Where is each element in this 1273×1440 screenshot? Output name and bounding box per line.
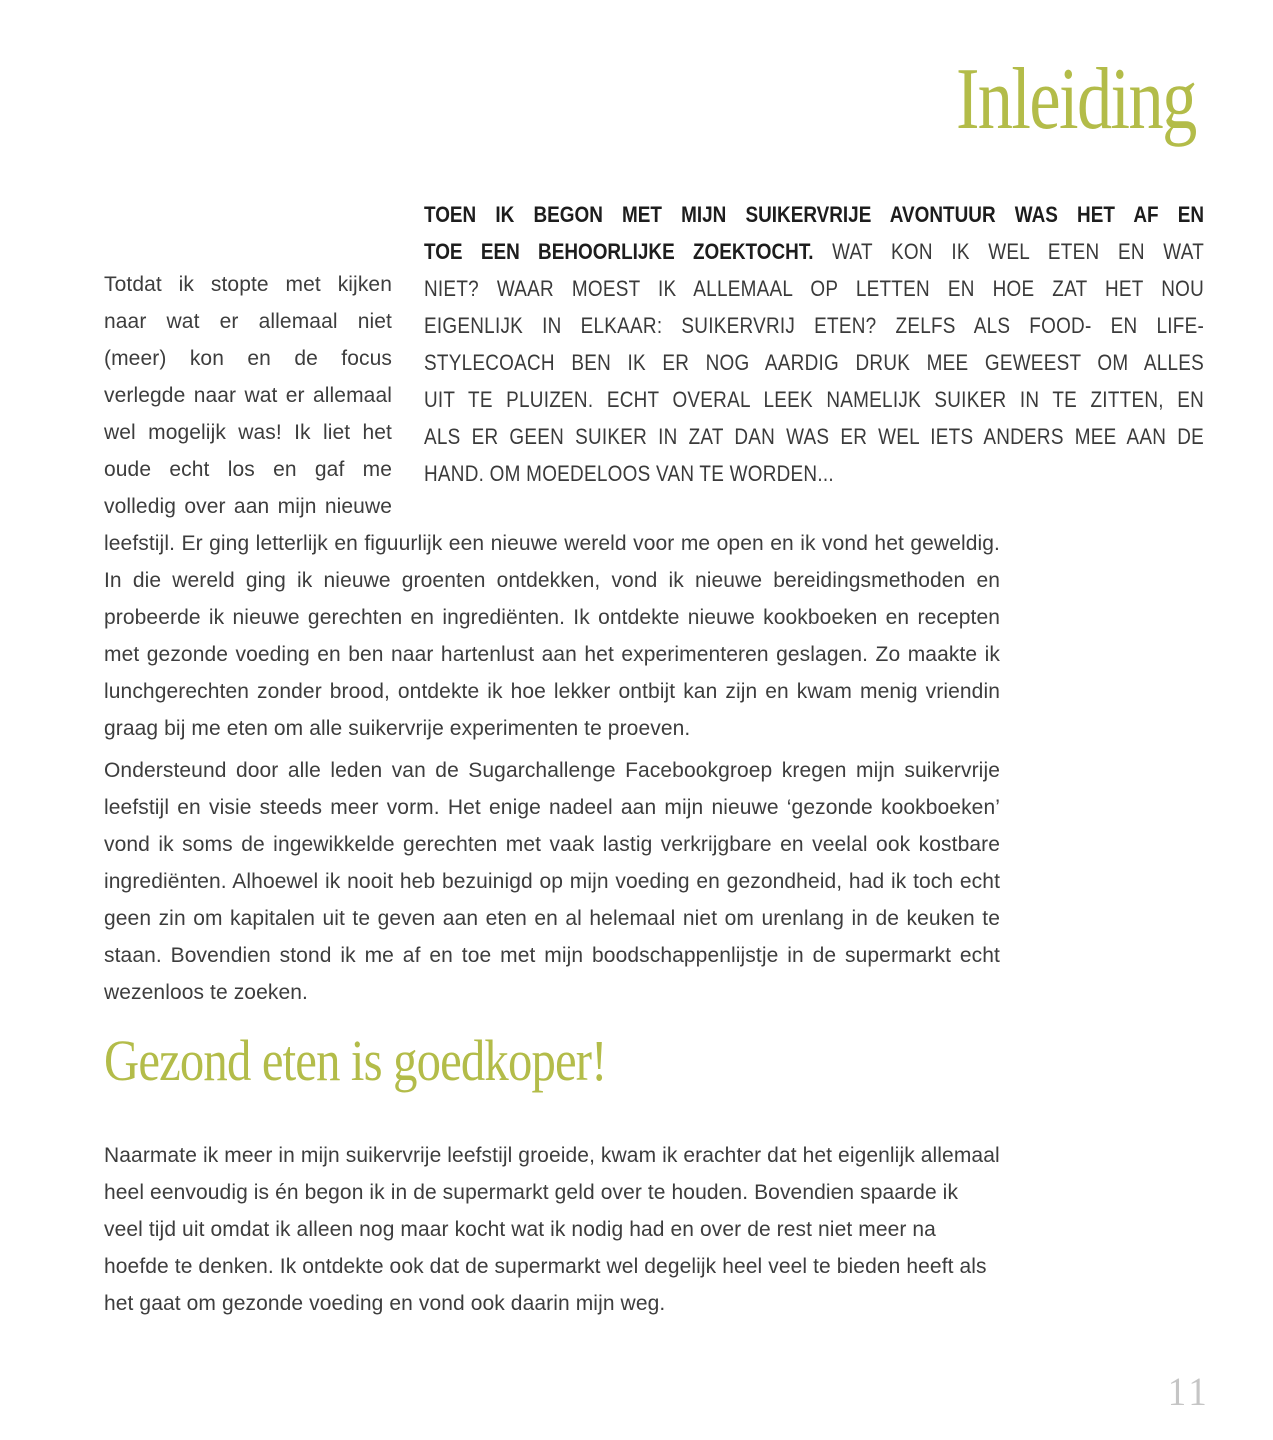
- body-paragraph-1: Totdat ik stopte met kijken naar wat er allemaal niet (meer) kon en de focus verlegde naar wat er allemaal wel mogelijk was! Ik liet het oude echt los en gaf me volledig over aan mijn nieuwe leefstijl. Er ging letterlijk en figuurlijk een nieuwe wereld voor me open en ik vond het geweldig. In die wereld ging ik nieuwe groenten ontdekken, vond ik nieuwe bereidingsmethoden en probeerde ik nieuwe gerechten en ingrediënten. Ik ontdekte nieuwe kookboeken en recepten met gezonde voeding en ben naar hartenlust aan het experimenteren geslagen. Zo maakte ik lunchgerechten zonder brood, ontdekte ik hoe lekker ontbijt kan zijn en kwam menig vriendin graag bij me eten om alle suikervrije experimenten te proeven.: [104, 273, 1000, 740]
- intro-lead-lines: [424, 196, 1204, 492]
- intro-lead-line: HAND. OM MOEDELOOS VAN TE WORDEN...: [424, 461, 834, 486]
- intro-lead-line: NIET? WAAR MOEST IK ALLEMAAL OP LETTEN EN HOE ZAT HET NOU: [424, 276, 1205, 301]
- body-paragraph-2: Ondersteund door alle leden van de Sugarchallenge Facebookgroep kregen mijn suikervrije leefstijl en visie steeds meer vorm. Het enige nadeel aan mijn nieuwe ‘gezonde kookboeken’ vond ik soms de ingewikkelde gerechten met vaak lastig verkrijgbare en veelal ook kostbare ingrediënten. Alhoewel ik nooit heb bezuinigd op mijn voeding en gezondheid, had ik toch echt geen zin om kapitalen uit te geven aan eten en al helemaal niet om urenlang in de keuken te staan. Bovendien stond ik me af en toe met mijn boodschappenlijstje in de supermarkt echt wezenloos te zoeken.: [104, 759, 1000, 1004]
- intro-lead-line: TOE EEN BEHOORLIJKE ZOEKTOCHT. WAT KON IK WEL ETEN EN WAT: [424, 239, 1205, 264]
- intro-lead-line: UIT TE PLUIZEN. ECHT OVERAL LEEK NAMELIJK SUIKER IN TE ZITTEN, EN: [424, 387, 1205, 412]
- body-paragraph-3: Naarmate ik meer in mijn suikervrije leefstijl groeide, kwam ik erachter dat het eigenlijk allemaal heel eenvoudig is én begon ik in de supermarkt geld over te houden. Bovendien spaarde ik veel tijd uit omdat ik alleen nog maar kocht wat ik nodig had en over de rest niet meer na hoefde te denken. Ik ontdekte ook dat de supermarkt wel degelijk heel veel te bieden heeft als het gaat om gezonde voeding en vond ook daarin mijn weg.: [104, 1144, 1000, 1315]
- intro-lead-line: ALS ER GEEN SUIKER IN ZAT DAN WAS ER WEL IETS ANDERS MEE AAN DE: [424, 424, 1205, 449]
- page-number: 11: [1168, 1369, 1211, 1414]
- intro-section: [104, 196, 1205, 747]
- intro-lead-line: STYLECOACH BEN IK ER NOG AARDIG DRUK MEE GEWEEST OM ALLES: [424, 350, 1205, 375]
- intro-lead-line: EIGENLIJK IN ELKAAR: SUIKERVRIJ ETEN? ZELFS ALS FOOD- EN LIFE-: [424, 313, 1205, 338]
- page-title: Inleiding: [956, 51, 1196, 148]
- intro-lead-line: TOEN IK BEGON MET MIJN SUIKERVRIJE AVONTUUR WAS HET AF EN: [424, 202, 1205, 227]
- section-heading: Gezond eten is goedkoper!: [104, 1028, 607, 1093]
- intro-lead-block: [424, 196, 1204, 492]
